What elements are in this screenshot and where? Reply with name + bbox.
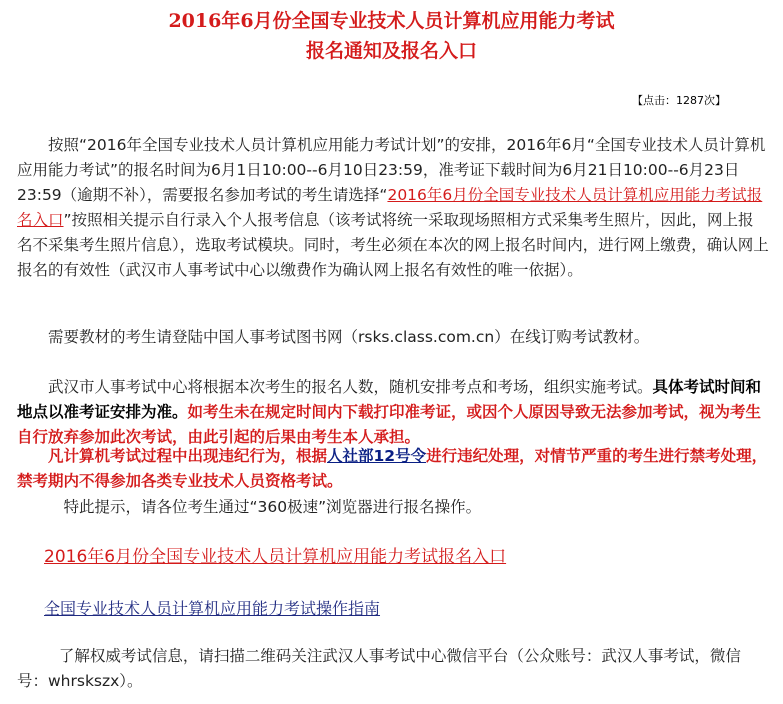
discipline-paragraph	[17, 444, 769, 494]
page-title-line1: 2016年6月份全国专业技术人员计算机应用能力考试	[168, 10, 615, 32]
browser-tip: 特此提示，请各位考生通过“360极速”浏览器进行报名操作。	[63, 498, 482, 516]
registration-text-b: ”按照相关提示自行录入个人报考信息（该考试将统一采取现场照相方式采集考生照片，因此，网上报名不采集考生照片信息），选取考试模块。同时，考生必须在本次的网上报名时间内，进行网上缴费，确认网上报名的有效性（武汉市人事考试中心以缴费作为确认网上报名有效性的唯一依据）。	[17, 211, 769, 279]
hit-counter: 【点击：1287次】	[632, 94, 726, 107]
arrangement-bold-text: 具体考试时间和地点以准考证安排为准。	[17, 378, 762, 421]
operation-guide-link[interactable]: 全国专业技术人员计算机应用能力考试操作指南	[44, 599, 381, 618]
registration-paragraph	[17, 133, 769, 283]
discipline-text-a: 凡计算机考试过程中出现违纪行为，根据	[48, 447, 328, 465]
wechat-paragraph: 了解权威考试信息，请扫描二维码关注武汉人事考试中心微信平台（公众账号：武汉人事考试，微信号：whrskszx）。	[17, 647, 741, 690]
textbook-paragraph: 需要教材的考生请登陆中国人事考试图书网（rsks.class.com.cn）在线订购考试教材。	[48, 328, 650, 346]
discipline-text-b: 进行违纪处理，对情节严重的考生进行禁考处理，禁考期内不得参加各类专业技术人员资格考试。	[17, 447, 768, 490]
exam-arrangement-paragraph	[17, 375, 769, 450]
page-title-line2: 报名通知及报名入口	[305, 40, 477, 62]
registration-inline-link[interactable]: 2016年6月份全国专业技术人员计算机应用能力考试报名入口	[17, 186, 763, 229]
arrangement-warning-text: 如考生未在规定时间内下载打印准考证，或因个人原因导致无法参加考试，视为考生自行放弃参加此次考试，由此引起的后果由考生本人承担。	[17, 403, 762, 446]
regulation-12-link[interactable]: 人社部12号令	[327, 447, 427, 465]
registration-entry-link[interactable]: 2016年6月份全国专业技术人员计算机应用能力考试报名入口	[44, 547, 507, 567]
arrangement-text: 武汉市人事考试中心将根据本次考生的报名人数，随机安排考点和考场，组织实施考试。	[48, 378, 653, 396]
registration-text-a: 按照“2016年全国专业技术人员计算机应用能力考试计划”的安排，2016年6月“全国专业技术人员计算机应用能力考试”的报名时间为6月1日10:00--6月10日23:59，准考证下载时间为6月21日10:00--6月23日23:59（逾期不补），需要报名参加考试的考生请选择“	[17, 136, 766, 204]
